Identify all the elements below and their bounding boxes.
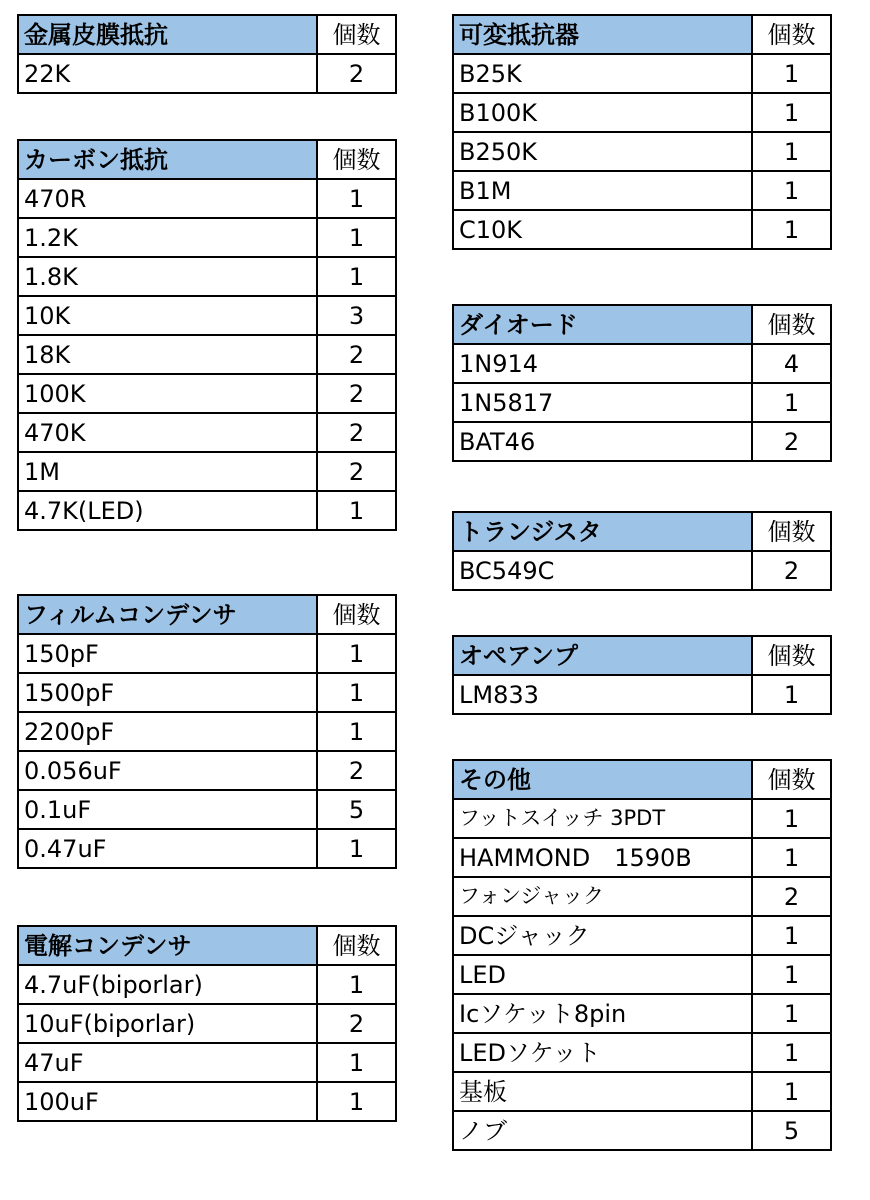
- part-name: B100K: [453, 93, 752, 132]
- table-row: [453, 955, 831, 994]
- table-row: [453, 383, 831, 422]
- part-qty: 1: [752, 171, 831, 210]
- part-qty: 2: [752, 422, 831, 461]
- other-parts-table: [452, 759, 832, 1151]
- table-row: [18, 1082, 396, 1121]
- table-row: [453, 916, 831, 955]
- table-row: [453, 422, 831, 461]
- part-name: 47uF: [18, 1043, 317, 1082]
- part-qty: 1: [752, 1033, 831, 1072]
- qty-header: 個数: [752, 512, 831, 551]
- part-qty: 1: [752, 916, 831, 955]
- table-row: [18, 634, 396, 673]
- part-name: フットスイッチ 3PDT: [453, 799, 752, 838]
- table-row: [18, 257, 396, 296]
- table-row: [453, 1072, 831, 1111]
- part-name: 2200pF: [18, 712, 317, 751]
- part-qty: 5: [752, 1111, 831, 1150]
- part-qty: 3: [317, 296, 396, 335]
- part-qty: 2: [317, 54, 396, 93]
- potentiometer-table: [452, 14, 832, 250]
- qty-header: 個数: [752, 305, 831, 344]
- table-row: [453, 551, 831, 590]
- part-name: DCジャック: [453, 916, 752, 955]
- table-row: [453, 93, 831, 132]
- part-name: 10uF(biporlar): [18, 1004, 317, 1043]
- part-qty: 2: [317, 452, 396, 491]
- part-name: 470R: [18, 179, 317, 218]
- part-qty: 2: [752, 877, 831, 916]
- qty-header: 個数: [317, 140, 396, 179]
- table-row: [18, 179, 396, 218]
- table-row: [453, 54, 831, 93]
- table-row: [18, 452, 396, 491]
- part-qty: 1: [317, 712, 396, 751]
- part-qty: 1: [317, 1043, 396, 1082]
- part-qty: 1: [317, 257, 396, 296]
- part-name: 10K: [18, 296, 317, 335]
- table-header-row: [453, 15, 831, 54]
- table-row: [18, 965, 396, 1004]
- part-qty: 4: [752, 344, 831, 383]
- part-name: 4.7K(LED): [18, 491, 317, 530]
- part-qty: 1: [317, 179, 396, 218]
- part-name: HAMMOND 1590B: [453, 838, 752, 877]
- transistor-table: [452, 511, 832, 591]
- table-row: [18, 1043, 396, 1082]
- part-name: 22K: [18, 54, 317, 93]
- table-row: [453, 799, 831, 838]
- part-name: LM833: [453, 675, 752, 714]
- part-name: C10K: [453, 210, 752, 249]
- part-name: 18K: [18, 335, 317, 374]
- table-header-row: [18, 926, 396, 965]
- table-row: [18, 54, 396, 93]
- part-qty: 1: [317, 634, 396, 673]
- qty-header: 個数: [317, 926, 396, 965]
- part-name: 1M: [18, 452, 317, 491]
- part-qty: 1: [317, 829, 396, 868]
- table-row: [18, 374, 396, 413]
- table-row: [18, 491, 396, 530]
- part-name: 100uF: [18, 1082, 317, 1121]
- part-name: ノブ: [453, 1111, 752, 1150]
- part-qty: 1: [752, 383, 831, 422]
- carbon-resistor-table: [17, 139, 397, 531]
- part-qty: 1: [752, 210, 831, 249]
- part-qty: 2: [317, 1004, 396, 1043]
- part-qty: 2: [752, 551, 831, 590]
- part-name: 0.056uF: [18, 751, 317, 790]
- qty-header: 個数: [752, 760, 831, 799]
- part-qty: 1: [317, 218, 396, 257]
- table-title: オペアンプ: [453, 636, 752, 675]
- table-row: [453, 994, 831, 1033]
- table-header-row: [453, 512, 831, 551]
- part-qty: 1: [752, 675, 831, 714]
- part-qty: 1: [752, 93, 831, 132]
- table-row: [18, 1004, 396, 1043]
- part-name: Icソケット8pin: [453, 994, 752, 1033]
- part-name: B1M: [453, 171, 752, 210]
- diode-table: [452, 304, 832, 462]
- qty-header: 個数: [317, 15, 396, 54]
- table-row: [453, 1033, 831, 1072]
- table-title: トランジスタ: [453, 512, 752, 551]
- table-title: 金属皮膜抵抗: [18, 15, 317, 54]
- part-qty: 2: [317, 413, 396, 452]
- part-qty: 1: [752, 54, 831, 93]
- table-header-row: [18, 140, 396, 179]
- part-qty: 2: [317, 751, 396, 790]
- part-qty: 2: [317, 335, 396, 374]
- part-qty: 1: [317, 965, 396, 1004]
- table-row: [453, 171, 831, 210]
- table-row: [453, 838, 831, 877]
- table-row: [18, 712, 396, 751]
- part-name: フォンジャック: [453, 877, 752, 916]
- part-name: 1500pF: [18, 673, 317, 712]
- opamp-table: [452, 635, 832, 715]
- table-row: [18, 296, 396, 335]
- part-name: 1N5817: [453, 383, 752, 422]
- part-name: LED: [453, 955, 752, 994]
- part-qty: 1: [317, 491, 396, 530]
- table-row: [18, 673, 396, 712]
- part-name: 470K: [18, 413, 317, 452]
- part-qty: 1: [752, 799, 831, 838]
- table-row: [453, 210, 831, 249]
- metal-film-resistor-table: [17, 14, 397, 94]
- table-title: 可変抵抗器: [453, 15, 752, 54]
- table-title: ダイオード: [453, 305, 752, 344]
- qty-header: 個数: [317, 595, 396, 634]
- part-name: 100K: [18, 374, 317, 413]
- qty-header: 個数: [752, 15, 831, 54]
- part-qty: 1: [317, 673, 396, 712]
- film-capacitor-table: [17, 594, 397, 869]
- table-row: [453, 1111, 831, 1150]
- table-row: [18, 790, 396, 829]
- table-header-row: [18, 15, 396, 54]
- table-row: [453, 877, 831, 916]
- part-qty: 1: [752, 955, 831, 994]
- part-qty: 1: [752, 838, 831, 877]
- electrolytic-capacitor-table: [17, 925, 397, 1122]
- part-name: 4.7uF(biporlar): [18, 965, 317, 1004]
- table-row: [453, 132, 831, 171]
- table-header-row: [453, 760, 831, 799]
- table-row: [18, 413, 396, 452]
- table-row: [18, 829, 396, 868]
- table-row: [453, 675, 831, 714]
- part-name: 0.1uF: [18, 790, 317, 829]
- table-row: [18, 751, 396, 790]
- part-qty: 1: [752, 132, 831, 171]
- table-row: [18, 218, 396, 257]
- part-name: BC549C: [453, 551, 752, 590]
- table-title: その他: [453, 760, 752, 799]
- part-name: LEDソケット: [453, 1033, 752, 1072]
- table-title: カーボン抵抗: [18, 140, 317, 179]
- part-qty: 2: [317, 374, 396, 413]
- table-header-row: [453, 636, 831, 675]
- part-name: 1.2K: [18, 218, 317, 257]
- part-name: BAT46: [453, 422, 752, 461]
- part-name: 0.47uF: [18, 829, 317, 868]
- table-row: [453, 344, 831, 383]
- table-header-row: [18, 595, 396, 634]
- table-row: [18, 335, 396, 374]
- part-name: B25K: [453, 54, 752, 93]
- part-name: 1.8K: [18, 257, 317, 296]
- part-name: 基板: [453, 1072, 752, 1111]
- part-name: B250K: [453, 132, 752, 171]
- part-name: 1N914: [453, 344, 752, 383]
- qty-header: 個数: [752, 636, 831, 675]
- part-qty: 1: [317, 1082, 396, 1121]
- part-name: 150pF: [18, 634, 317, 673]
- part-qty: 5: [317, 790, 396, 829]
- table-header-row: [453, 305, 831, 344]
- table-title: 電解コンデンサ: [18, 926, 317, 965]
- table-title: フィルムコンデンサ: [18, 595, 317, 634]
- part-qty: 1: [752, 994, 831, 1033]
- part-qty: 1: [752, 1072, 831, 1111]
